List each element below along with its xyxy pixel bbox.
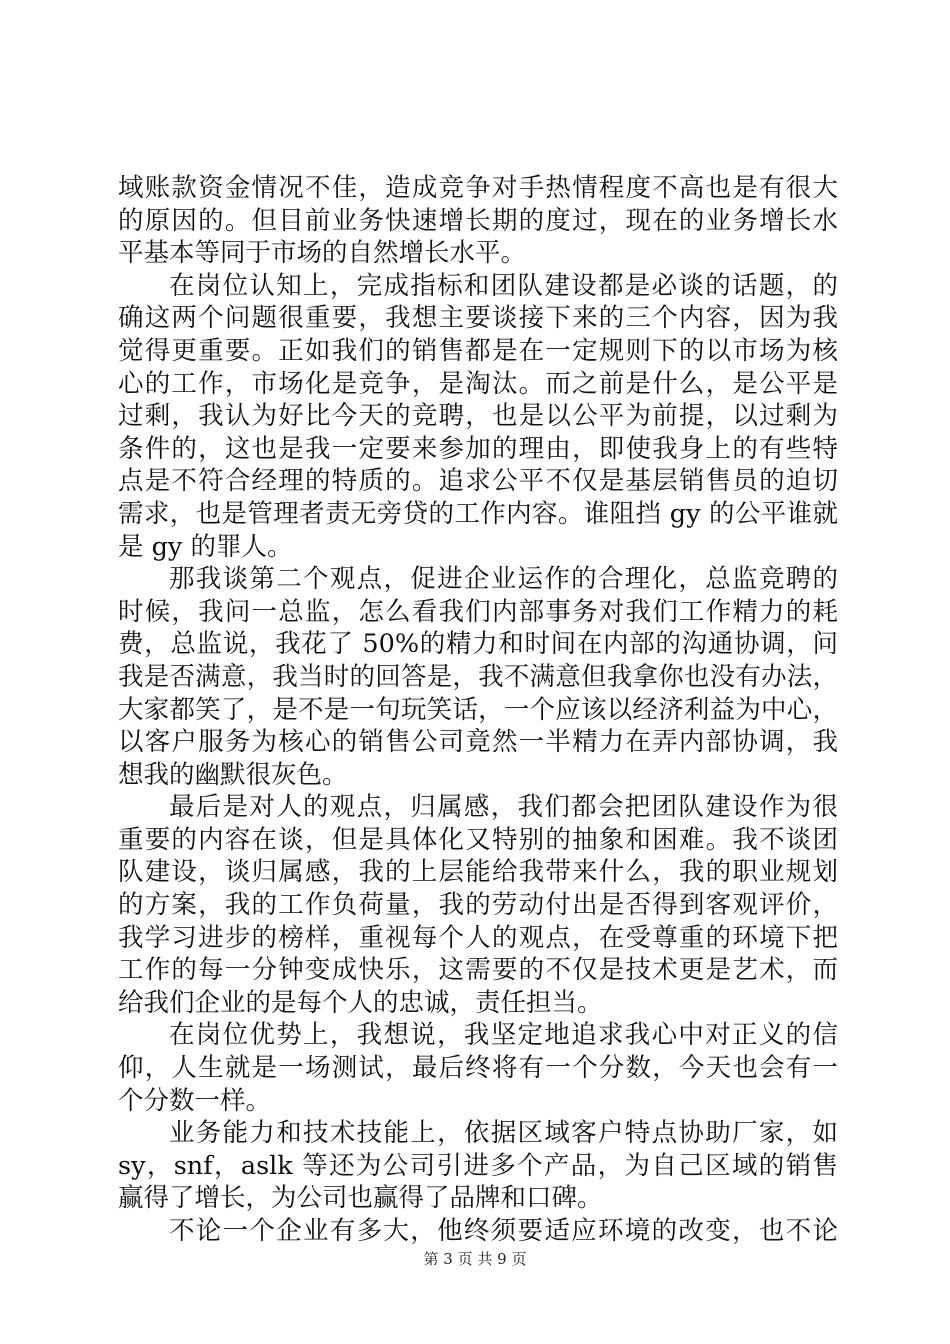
paragraph xyxy=(118,1215,838,1248)
text-line: 时候，我问一总监，怎么看我们内部事务对我们工作精力的耗 xyxy=(118,596,838,627)
paragraph xyxy=(118,1019,838,1117)
text-line: 个分数一样。 xyxy=(118,1085,272,1116)
text-line: 平基本等同于市场的自然增长水平。 xyxy=(118,238,527,269)
text-line: 确这两个问题很重要，我想主要谈接下来的三个内容，因为我 xyxy=(118,303,838,334)
paragraph xyxy=(118,270,838,563)
text-line: 那我谈第二个观点，促进企业运作的合理化，总监竞聘的 xyxy=(169,564,838,595)
paragraph xyxy=(118,172,838,270)
text-line: 工作的每一分钟变成快乐，这需要的不仅是技术更是艺术，而 xyxy=(118,955,838,986)
text-line: 我是否满意，我当时的回答是，我不满意但我拿你也没有办法， xyxy=(118,661,838,692)
text-line: 的方案，我的工作负荷量，我的劳动付出是否得到客观评价， xyxy=(118,890,838,921)
text-line: 条件的，这也是我一定要来参加的理由，即使我身上的有些特 xyxy=(118,433,838,464)
text-line: 不论一个企业有多大，他终须要适应环境的改变，也不论 xyxy=(169,1216,838,1246)
text-line: 需求，也是管理者责无旁贷的工作内容。谁阻挡 gy 的公平谁就 xyxy=(118,498,838,529)
text-line: sy，snf，aslk 等还为公司引进多个产品，为自己区域的销售 xyxy=(118,1150,838,1181)
text-line: 是 gy 的罪人。 xyxy=(118,531,293,562)
text-line: 以客户服务为核心的销售公司竟然一半精力在弄内部协调，我 xyxy=(118,727,838,758)
text-line: 赢得了增长，为公司也赢得了品牌和口碑。 xyxy=(118,1183,603,1214)
document-body xyxy=(118,172,838,1248)
text-line: 我学习进步的榜样，重视每个人的观点，在受尊重的环境下把 xyxy=(118,922,838,953)
text-line: 点是不符合经理的特质的。追求公平不仅是基层销售员的迫切 xyxy=(118,466,838,497)
text-line: 域账款资金情况不佳，造成竞争对手热情程度不高也是有很大 xyxy=(118,173,838,203)
text-line: 仰，人生就是一场测试，最后终将有一个分数，今天也会有一 xyxy=(118,1053,838,1084)
text-line: 过剩，我认为好比今天的竞聘，也是以公平为前提，以过剩为 xyxy=(118,401,838,432)
paragraph xyxy=(118,1117,838,1215)
paragraph xyxy=(118,791,838,1019)
text-line: 大家都笑了，是不是一句玩笑话，一个应该以经济利益为中心， xyxy=(118,694,838,725)
text-line: 的原因的。但目前业务快速增长期的度过，现在的业务增长水 xyxy=(118,205,838,236)
text-line: 费，总监说，我花了 50%的精力和时间在内部的沟通协调，问 xyxy=(118,629,838,660)
text-line: 心的工作，市场化是竞争，是淘汰。而之前是什么，是公平是 xyxy=(118,368,838,399)
text-line: 在岗位优势上，我想说，我坚定地追求我心中对正义的信 xyxy=(169,1020,838,1051)
page-number-footer: 第 3 页 共 9 页 xyxy=(423,1250,527,1268)
text-line: 队建设，谈归属感，我的上层能给我带来什么，我的职业规划 xyxy=(118,857,838,888)
text-line: 在岗位认知上，完成指标和团队建设都是必谈的话题，的 xyxy=(169,270,838,301)
paragraph xyxy=(118,563,838,791)
text-line: 想我的幽默很灰色。 xyxy=(118,759,348,790)
text-line: 觉得更重要。正如我们的销售都是在一定规则下的以市场为核 xyxy=(118,335,838,366)
text-line: 业务能力和技术技能上，依据区域客户特点协助厂家，如 xyxy=(169,1118,838,1149)
text-line: 给我们企业的是每个人的忠诚，责任担当。 xyxy=(118,987,603,1018)
text-line: 重要的内容在谈，但是具体化又特别的抽象和困难。我不谈团 xyxy=(118,824,838,855)
text-line: 最后是对人的观点，归属感，我们都会把团队建设作为很 xyxy=(169,792,838,823)
